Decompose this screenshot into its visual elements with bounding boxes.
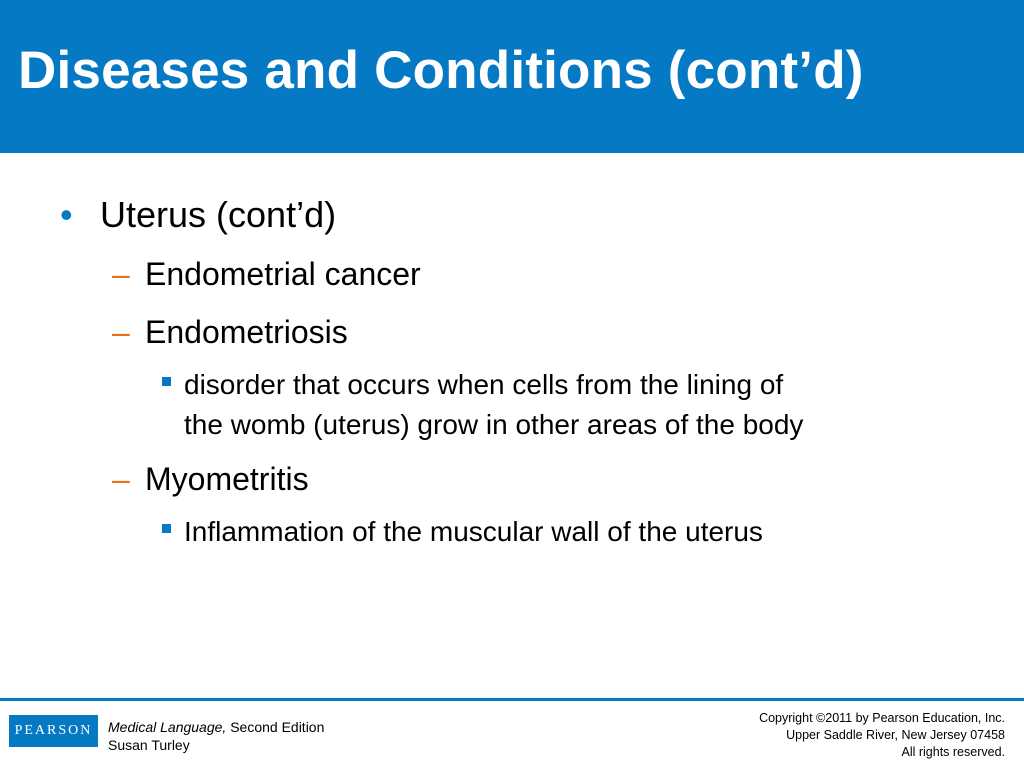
book-edition: Second Edition [226, 719, 325, 735]
copyright-line-2: Upper Saddle River, New Jersey 07458 [786, 728, 1005, 742]
dash-bullet-icon: – [112, 314, 130, 350]
bullet-endometrial-cancer: Endometrial cancer [145, 256, 421, 292]
book-title: Medical Language, [108, 719, 227, 735]
pearson-logo: PEARSON [9, 715, 98, 747]
dash-bullet-icon: – [112, 256, 130, 292]
endometriosis-definition-line1: disorder that occurs when cells from the lining of [184, 369, 784, 400]
book-info [108, 718, 324, 754]
slide-title: Diseases and Conditions (cont’d) [18, 41, 864, 100]
endometriosis-definition-line2: the womb (uterus) grow in other areas of the body [184, 409, 804, 440]
dash-bullet-icon: – [112, 461, 130, 497]
copyright-block [759, 710, 1005, 761]
square-bullet-icon [162, 524, 171, 533]
bullet-dot-icon: • [60, 194, 73, 235]
bullet-uterus: Uterus (cont’d) [100, 194, 337, 235]
square-bullet-icon [162, 377, 171, 386]
book-title-line [108, 718, 324, 736]
copyright-line-1: Copyright ©2011 by Pearson Education, Inc. [759, 711, 1005, 725]
slide-header [0, 0, 1024, 153]
footer-divider [0, 698, 1024, 701]
bullet-endometriosis: Endometriosis [145, 314, 348, 350]
copyright-line-3: All rights reserved. [901, 745, 1005, 759]
bullet-myometritis: Myometritis [145, 461, 309, 497]
myometritis-definition: Inflammation of the muscular wall of the uterus [184, 516, 763, 547]
book-author: Susan Turley [108, 737, 190, 753]
